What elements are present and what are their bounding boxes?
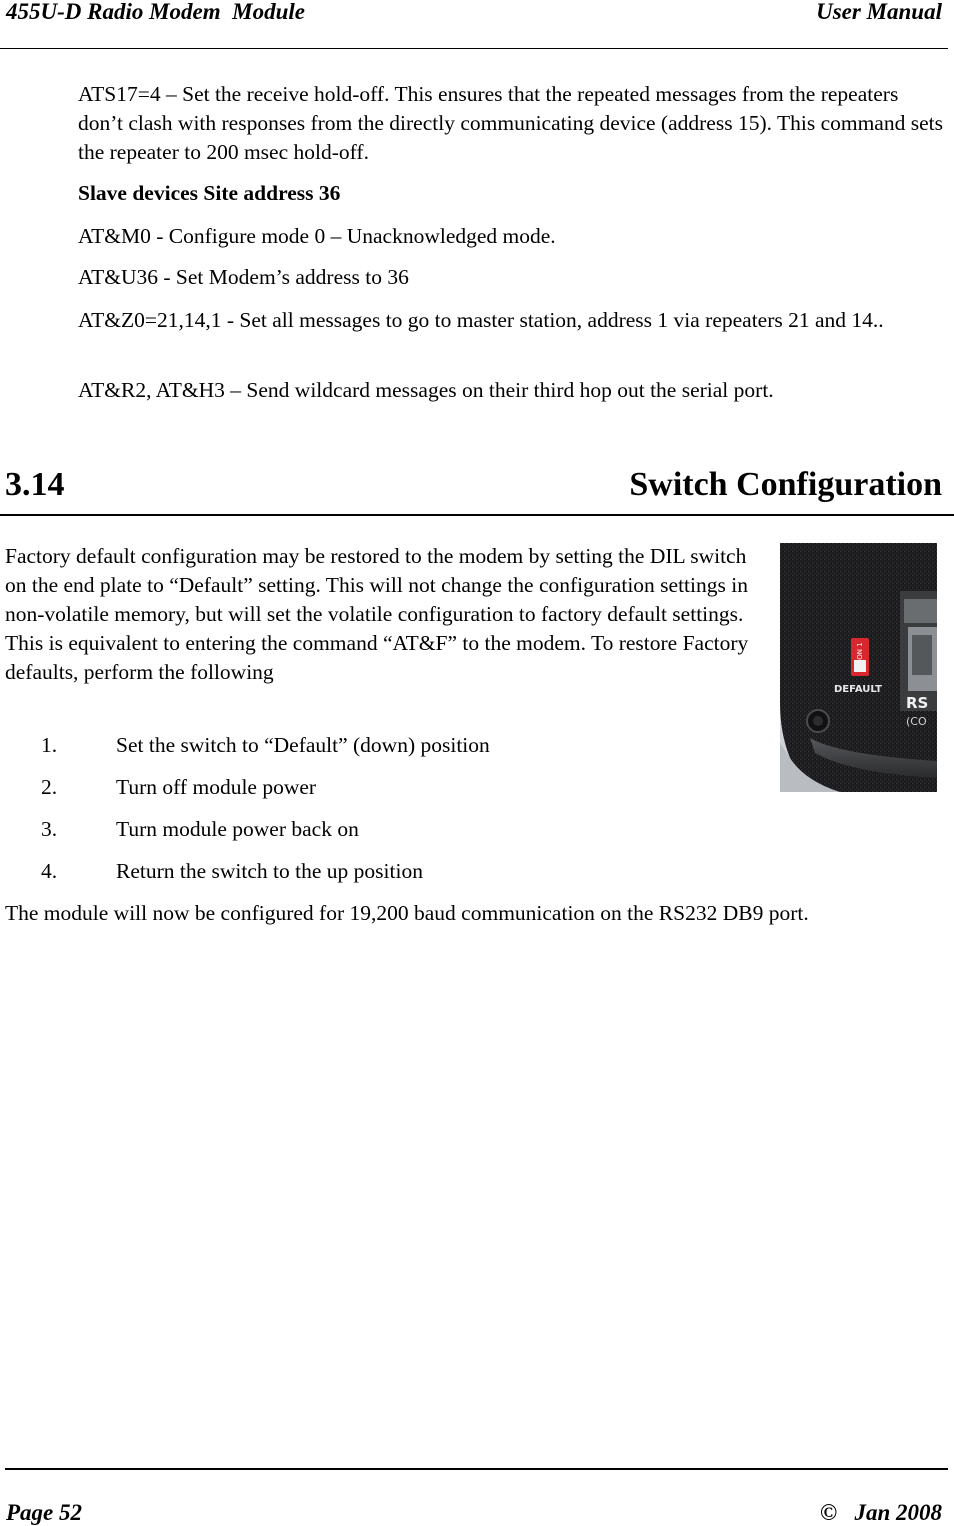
slave-devices-heading: Slave devices Site address 36 (78, 181, 341, 205)
default-label: DEFAULT (834, 684, 882, 695)
list-item-number: 3. (41, 817, 58, 841)
footer-rule (5, 1468, 948, 1470)
header-doc-type: User Manual (816, 0, 942, 24)
switch-marks: ON 1 (856, 642, 864, 660)
ats17-paragraph: ATS17=4 – Set the receive hold-off. This ensures that the repeated messages from the repeaters don’t clash with responses from the directly communicating device (address 15). This command sets the repeater to 200 msec hold-off. (78, 82, 943, 164)
page-number: Page 52 (6, 1500, 83, 1525)
footer-date: © Jan 2008 (820, 1500, 942, 1525)
atm0-paragraph: AT&M0 - Configure mode 0 – Unacknowledged mode. (78, 224, 556, 248)
list-item-text: Set the switch to “Default” (down) position (116, 733, 490, 757)
list-item-number: 4. (41, 859, 58, 883)
rs-label: RS (906, 694, 929, 712)
header-title: 455U-D Radio Modem Module (6, 0, 305, 24)
header-rule (0, 48, 948, 49)
section-title: Switch Configuration (629, 466, 942, 503)
list-item-text: Turn off module power (116, 775, 317, 799)
list-item-number: 1. (41, 733, 58, 757)
end-plate-photo (780, 543, 937, 792)
atr2-paragraph: AT&R2, AT&H3 – Send wildcard messages on their third hop out the serial port. (78, 378, 774, 402)
list-item-text: Turn module power back on (116, 817, 359, 841)
list-item-text: Return the switch to the up position (116, 859, 423, 883)
section-rule (0, 514, 954, 516)
section-number: 3.14 (5, 466, 65, 503)
atu36-paragraph: AT&U36 - Set Modem’s address to 36 (78, 265, 409, 289)
co-label: (CO (906, 715, 927, 728)
list-item-number: 2. (41, 775, 58, 799)
end-plate-illustration (780, 543, 937, 792)
atz0-paragraph: AT&Z0=21,14,1 - Set all messages to go to master station, address 1 via repeaters 21 and 14.. (78, 308, 884, 332)
closing-paragraph: The module will now be configured for 19,200 baud communication on the RS232 DB9 port. (5, 901, 809, 925)
switch-config-paragraph: Factory default configuration may be restored to the modem by setting the DIL switch on the end plate to “Default” setting. This will not change the configuration settings in non-volatile memory, but will set the volatile configuration to factory default settings. This is equivalent to entering the command “AT&F” to the modem. To restore Factory defaults, perform the following (5, 544, 749, 684)
section-heading (5, 463, 942, 507)
